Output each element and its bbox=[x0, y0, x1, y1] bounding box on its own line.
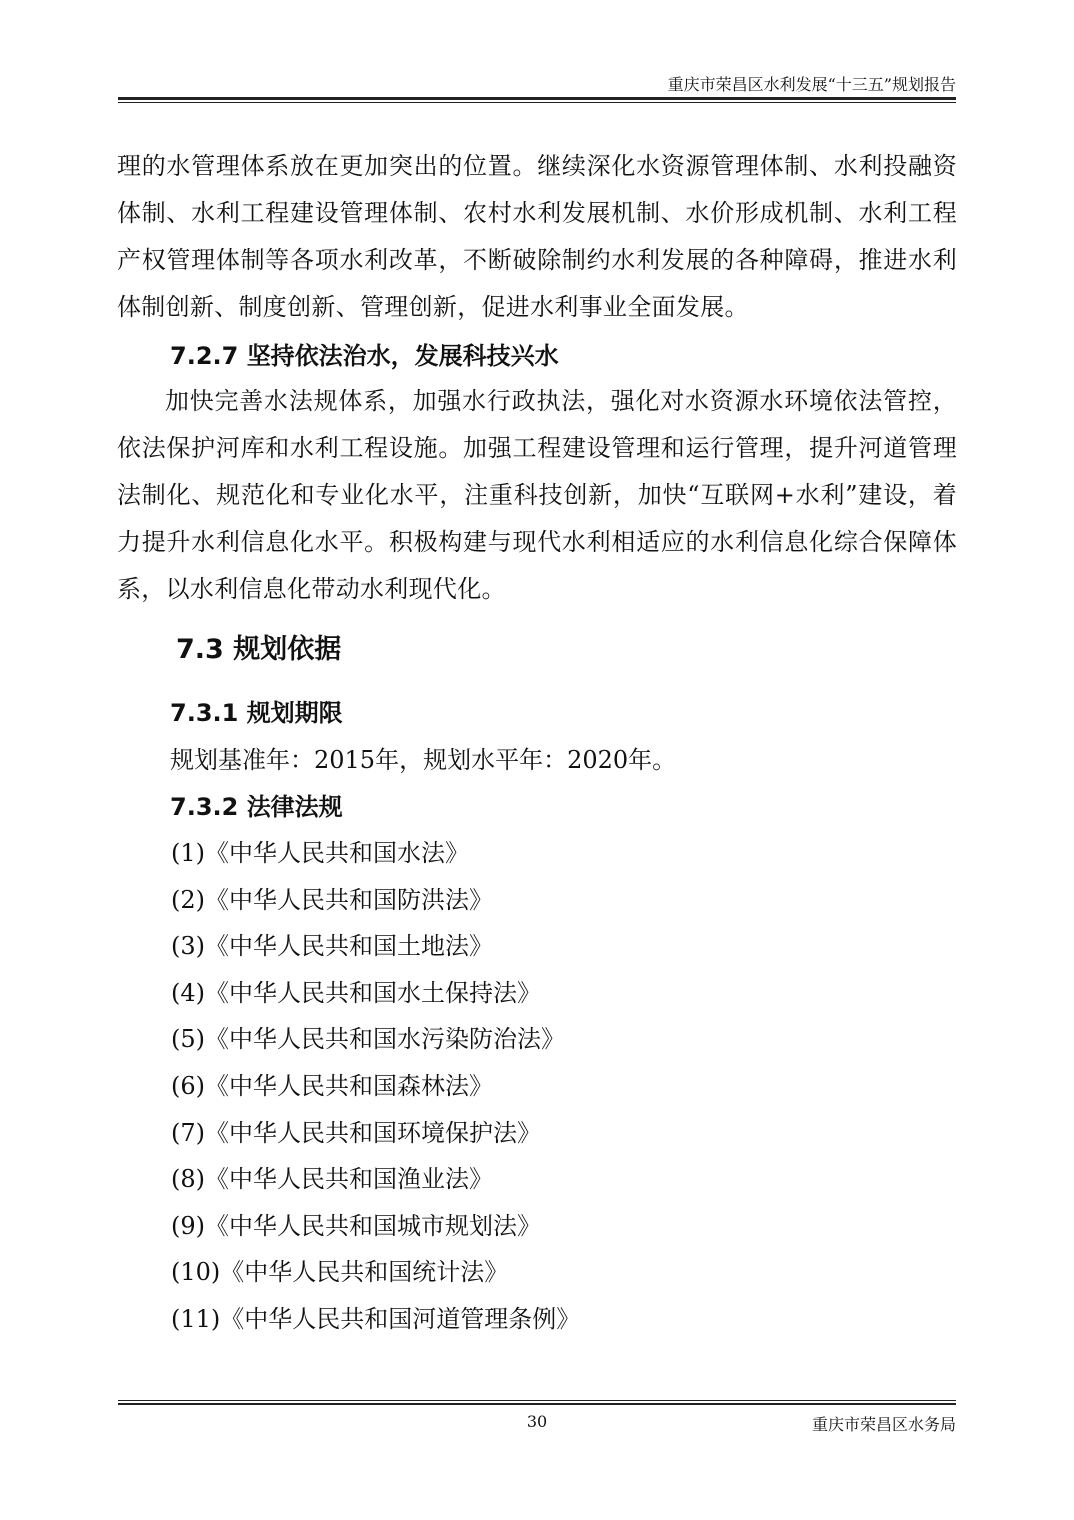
list-item: (11)《中华人民共和国河道管理条例》 bbox=[171, 1304, 581, 1333]
header-rule-thick bbox=[118, 97, 956, 100]
header-rule-thin bbox=[118, 102, 956, 103]
list-item: (4)《中华人民共和国水土保持法》 bbox=[171, 978, 541, 1007]
paragraph-law bbox=[117, 378, 957, 613]
page-header bbox=[118, 75, 956, 105]
heading-7-3: 7.3 规划依据 bbox=[176, 634, 342, 665]
paragraph-reform bbox=[117, 143, 957, 331]
list-item: (6)《中华人民共和国森林法》 bbox=[171, 1071, 493, 1100]
list-item: (3)《中华人民共和国土地法》 bbox=[171, 932, 493, 961]
list-item: (5)《中华人民共和国水污染防治法》 bbox=[171, 1025, 565, 1054]
list-item: (1)《中华人民共和国水法》 bbox=[171, 839, 469, 867]
list-item: (10)《中华人民共和国统计法》 bbox=[171, 1258, 509, 1287]
list-item: (9)《中华人民共和国城市规划法》 bbox=[171, 1211, 541, 1240]
law-list bbox=[171, 836, 580, 1349]
list-item: (2)《中华人民共和国防洪法》 bbox=[171, 885, 493, 914]
paragraph-text: 理的水管理体系放在更加突出的位置。继续深化水资源管理体制、水利投融资体制、水利工程建设管理体制、农村水利发展机制、水价形成机制、水利工程产权管理体制等各项水利改革，不断破除制约水利发展的各种障碍，推进水利体制创新、制度创新、管理创新，促进水利事业全面发展。 bbox=[117, 152, 957, 321]
page-number: 30 bbox=[526, 1412, 548, 1431]
footer-rule-thick bbox=[118, 1403, 956, 1405]
footer-org: 重庆市荣昌区水务局 bbox=[811, 1415, 956, 1434]
heading-7-2-7: 7.2.7 坚持依法治水，发展科技兴水 bbox=[170, 342, 559, 370]
heading-7-3-2: 7.3.2 法律法规 bbox=[170, 793, 343, 821]
list-item: (8)《中华人民共和国渔业法》 bbox=[171, 1165, 493, 1194]
page-footer bbox=[118, 1400, 956, 1440]
heading-7-3-1: 7.3.1 规划期限 bbox=[170, 699, 343, 727]
list-item: (7)《中华人民共和国环境保护法》 bbox=[171, 1118, 541, 1147]
footer-rule-thin bbox=[118, 1400, 956, 1401]
header-title: 重庆市荣昌区水利发展“十三五”规划报告 bbox=[667, 75, 956, 94]
paragraph-text: 加快完善水法规体系，加强水行政执法，强化对水资源水环境依法管控，依法保护河库和水利工程设施。加强工程建设管理和运行管理，提升河道管理法制化、规范化和专业化水平，注重科技创新，加快“互联网+水利”建设，着力提升水利信息化水平。积极构建与现代水利相适应的水利信息化综合保障体系，以水利信息化带动水利现代化。 bbox=[117, 387, 957, 603]
planning-years: 规划基准年：2015年，规划水平年：2020年。 bbox=[170, 746, 677, 774]
